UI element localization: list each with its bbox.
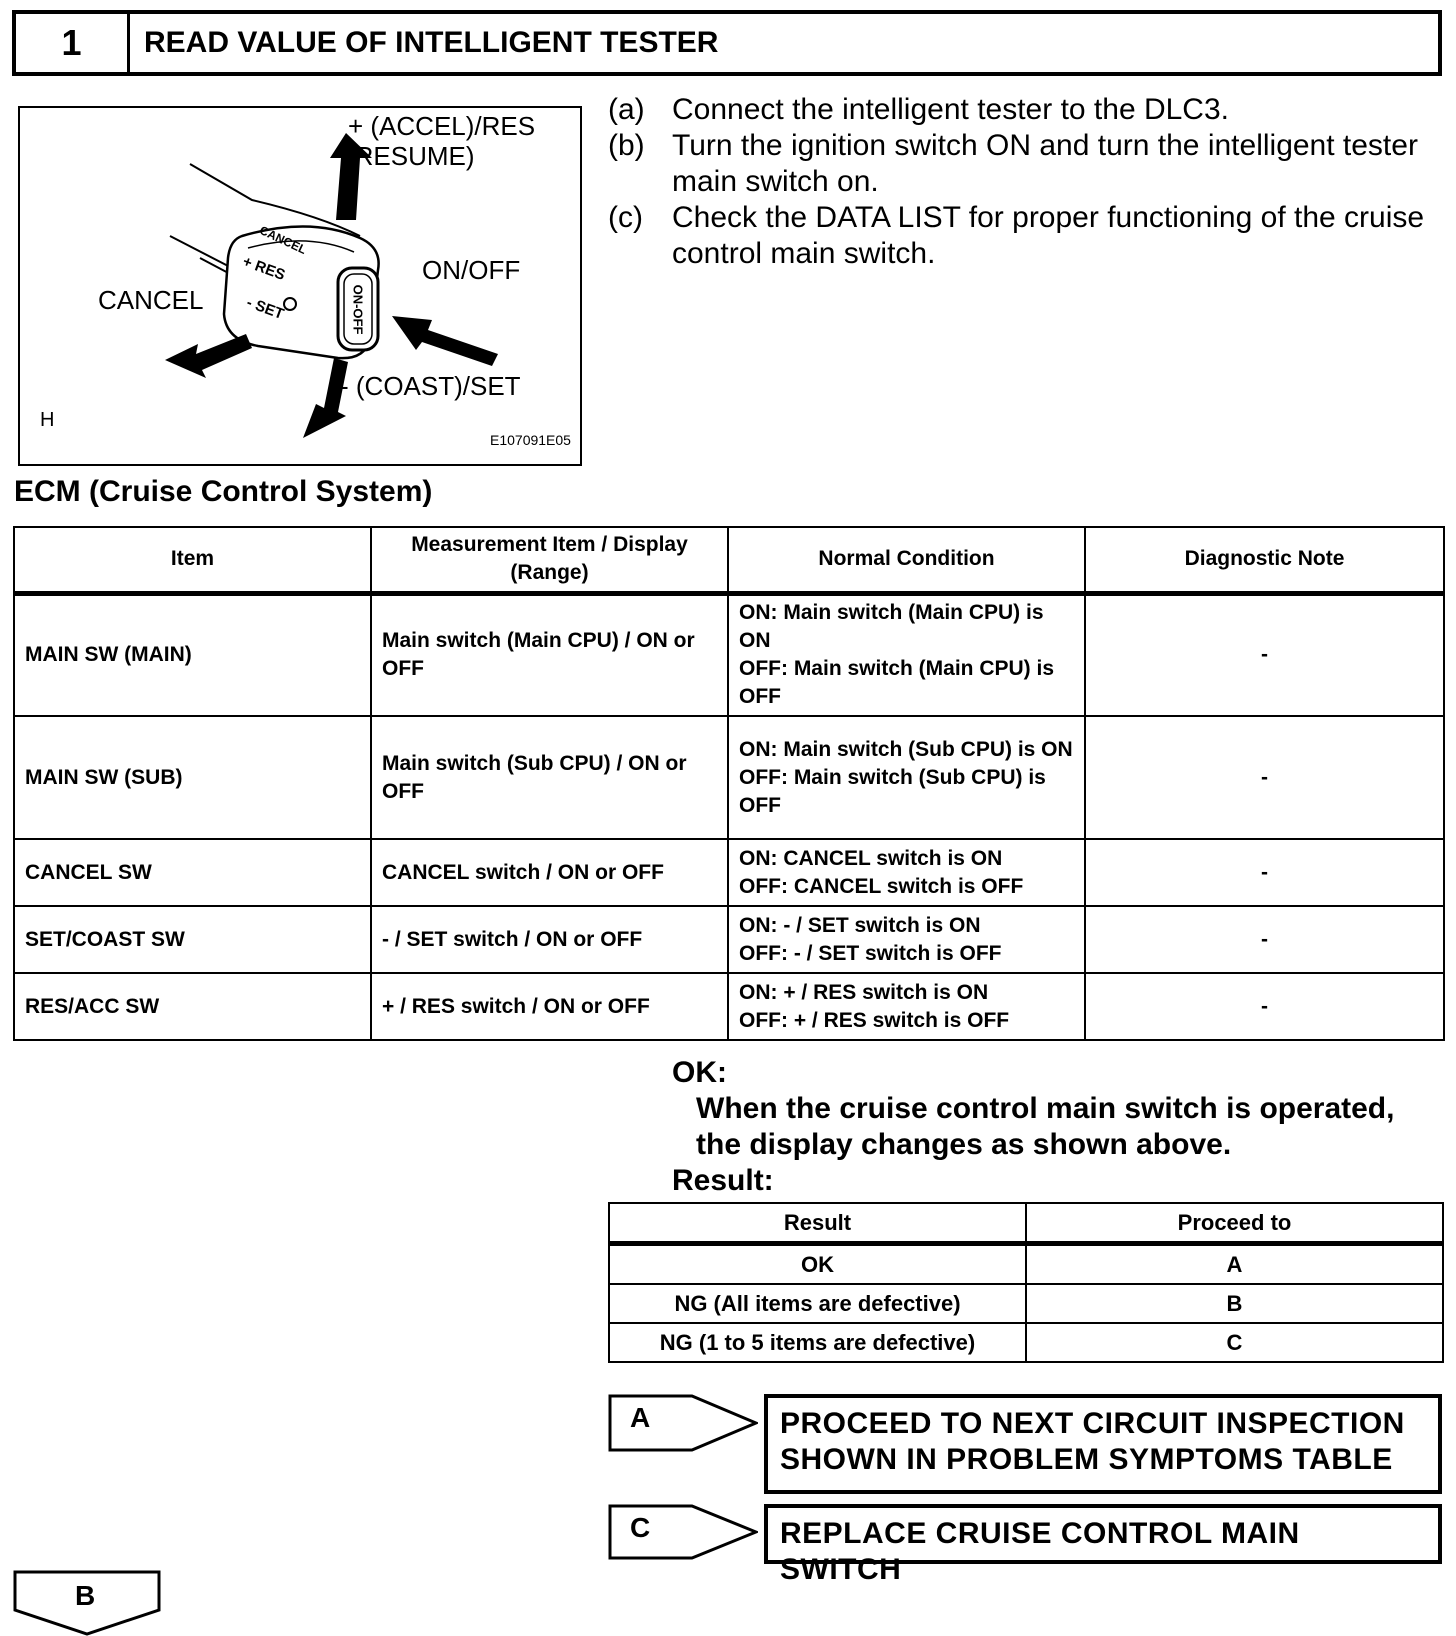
label-coast-set: - (COAST)/SET: [340, 371, 521, 401]
label-onoff: ON/OFF: [422, 255, 521, 285]
cell-measurement: Main switch (Main CPU) / ON or OFF: [371, 593, 728, 716]
cell-normal: [728, 593, 1085, 716]
instruction-text: Turn the ignition switch ON and turn the intelligent tester main switch on.: [672, 129, 1418, 198]
step-number: 1: [16, 14, 130, 72]
label-resume: (RESUME): [346, 141, 475, 171]
cancel-arrow-icon: [165, 334, 252, 378]
normal-off: OFF: + / RES switch is OFF: [739, 1008, 1010, 1032]
onoff-arrow-icon: [392, 316, 498, 366]
cell-item: MAIN SW (MAIN): [14, 593, 371, 716]
branch-a-line2: SHOWN IN PROBLEM SYMPTOMS TABLE: [780, 1443, 1393, 1476]
header-proceed-to: Proceed to: [1026, 1203, 1443, 1244]
label-accel: + (ACCEL)/RES: [348, 111, 536, 141]
ok-block: [672, 1055, 1394, 1199]
normal-off: OFF: - / SET switch is OFF: [739, 941, 1002, 965]
cell-proceed: C: [1026, 1323, 1443, 1362]
table-row: [14, 839, 1444, 906]
section-title: ECM (Cruise Control System): [14, 475, 433, 508]
cell-item: RES/ACC SW: [14, 973, 371, 1040]
normal-on: ON: + / RES switch is ON: [739, 980, 989, 1004]
cell-note: -: [1085, 839, 1444, 906]
instruction-letter: (b): [608, 129, 645, 162]
header-measurement: Measurement Item / Display (Range): [371, 527, 728, 593]
table-row: [14, 593, 1444, 716]
table-row: [609, 1323, 1443, 1362]
header-result: Result: [609, 1203, 1026, 1244]
header-diagnostic-note: Diagnostic Note: [1085, 527, 1444, 593]
switch-cancel-text: CANCEL: [257, 223, 309, 257]
cell-result: NG (All items are defective): [609, 1284, 1026, 1323]
branch-c-action: [764, 1504, 1442, 1586]
branch-b-tag: B: [75, 1580, 96, 1611]
ok-text-line1: When the cruise control main switch is operated,: [696, 1092, 1395, 1125]
result-table: [608, 1202, 1444, 1363]
normal-on: ON: CANCEL switch is ON: [739, 846, 1003, 870]
branch-a-action: [764, 1394, 1442, 1494]
table-row: [609, 1284, 1443, 1323]
cell-item: MAIN SW (SUB): [14, 716, 371, 839]
cruise-switch-illustration: [18, 106, 582, 466]
cell-normal: [728, 839, 1085, 906]
instruction-item: [608, 92, 1448, 128]
table-row: [609, 1244, 1443, 1285]
cell-measurement: + / RES switch / ON or OFF: [371, 973, 728, 1040]
data-list-table: [13, 526, 1445, 1041]
instruction-list: [608, 92, 1448, 272]
instruction-item: [608, 128, 1448, 200]
cell-measurement: - / SET switch / ON or OFF: [371, 906, 728, 973]
normal-off: OFF: CANCEL switch is OFF: [739, 874, 1024, 898]
header-item: Item: [14, 527, 371, 593]
table-row: [14, 973, 1444, 1040]
cell-normal: [728, 973, 1085, 1040]
ok-text-line2: the display changes as shown above.: [696, 1128, 1232, 1161]
instruction-letter: (c): [608, 201, 643, 234]
instruction-letter: (a): [608, 93, 645, 126]
table-row: [14, 906, 1444, 973]
corner-letter: H: [40, 409, 55, 431]
normal-off: OFF: Main switch (Sub CPU) is OFF: [739, 765, 1046, 817]
cell-measurement: Main switch (Sub CPU) / ON or OFF: [371, 716, 728, 839]
step-title: READ VALUE OF INTELLIGENT TESTER: [144, 26, 719, 59]
switch-res-text: + RES: [240, 253, 288, 284]
cell-result: OK: [609, 1244, 1026, 1285]
table-row: [14, 716, 1444, 839]
cell-proceed: A: [1026, 1244, 1443, 1285]
normal-on: ON: - / SET switch is ON: [739, 913, 981, 937]
cell-item: CANCEL SW: [14, 839, 371, 906]
ok-label: OK:: [672, 1056, 727, 1089]
cell-proceed: B: [1026, 1284, 1443, 1323]
instruction-text: Check the DATA LIST for proper functioning of the cruise control main switch.: [672, 201, 1425, 270]
instruction-text: Connect the intelligent tester to the DLC3.: [672, 93, 1229, 126]
cell-result: NG (1 to 5 items are defective): [609, 1323, 1026, 1362]
switch-set-text: - SET: [244, 293, 287, 324]
cell-item: SET/COAST SW: [14, 906, 371, 973]
label-cancel: CANCEL: [98, 285, 204, 315]
step-header: [12, 10, 1442, 76]
header-normal-condition: Normal Condition: [728, 527, 1085, 593]
branch-a-line1: PROCEED TO NEXT CIRCUIT INSPECTION: [780, 1407, 1405, 1440]
cell-note: -: [1085, 973, 1444, 1040]
result-header-row: [609, 1203, 1443, 1244]
switch-onoff-text: ON-OFF: [350, 284, 366, 335]
normal-on: ON: Main switch (Main CPU) is ON: [739, 601, 1044, 653]
cell-note: -: [1085, 593, 1444, 716]
branch-c-line1: REPLACE CRUISE CONTROL MAIN SWITCH: [780, 1517, 1300, 1586]
cell-measurement: CANCEL switch / ON or OFF: [371, 839, 728, 906]
instruction-item: [608, 200, 1448, 272]
normal-on: ON: Main switch (Sub CPU) is ON: [739, 737, 1073, 761]
cell-note: -: [1085, 716, 1444, 839]
cell-note: -: [1085, 906, 1444, 973]
result-label: Result:: [672, 1164, 774, 1197]
cell-normal: [728, 906, 1085, 973]
branch-a-tag: A: [630, 1402, 651, 1433]
cell-normal: [728, 716, 1085, 839]
normal-off: OFF: Main switch (Main CPU) is OFF: [739, 657, 1055, 709]
table-header-row: [14, 527, 1444, 593]
figure-id: E107091E05: [490, 432, 571, 448]
branch-c-tag: C: [630, 1512, 651, 1543]
